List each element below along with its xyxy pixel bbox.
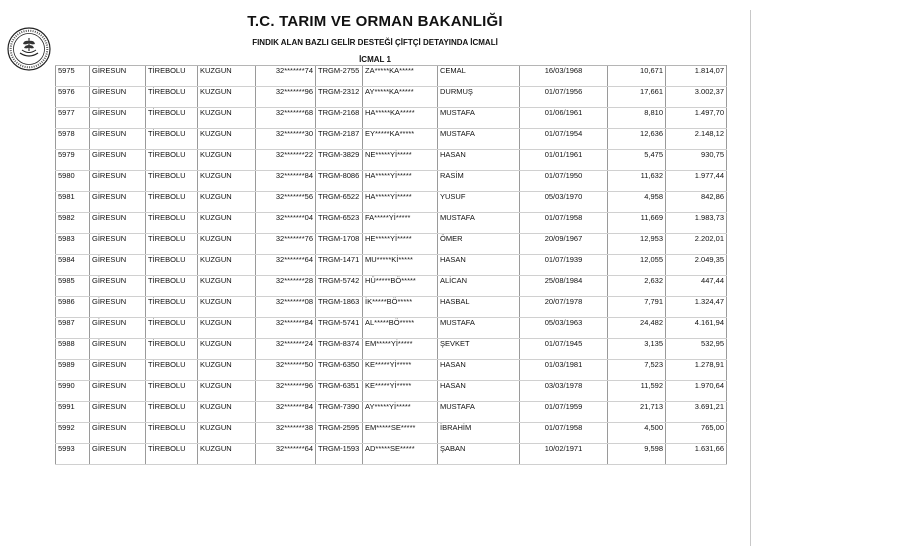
- table-row: [56, 171, 727, 192]
- area-cell: 3,135: [608, 339, 666, 360]
- id-number-cell: 32*******74: [256, 66, 316, 87]
- birth-date-cell: 01/07/1939: [520, 255, 608, 276]
- name-cell: NE*****Yİ*****: [363, 150, 438, 171]
- district-cell: TİREBOLU: [146, 150, 198, 171]
- name-cell: HE*****Yİ*****: [363, 234, 438, 255]
- page-title: T.C. TARIM VE ORMAN BAKANLIĞI: [247, 13, 503, 30]
- registry-code-cell: TRGM-5742: [316, 276, 363, 297]
- area-cell: 11,632: [608, 171, 666, 192]
- row-number-cell: 5985: [56, 276, 90, 297]
- area-cell: 9,598: [608, 444, 666, 465]
- area-cell: 4,500: [608, 423, 666, 444]
- name-cell: HÜ*****BÖ*****: [363, 276, 438, 297]
- id-number-cell: 32*******24: [256, 339, 316, 360]
- id-number-cell: 32*******96: [256, 381, 316, 402]
- registry-code-cell: TRGM-2312: [316, 87, 363, 108]
- village-cell: KUZGUN: [198, 276, 256, 297]
- village-cell: KUZGUN: [198, 423, 256, 444]
- village-cell: KUZGUN: [198, 444, 256, 465]
- amount-cell: 765,00: [666, 423, 727, 444]
- row-number-cell: 5977: [56, 108, 90, 129]
- row-number-cell: 5988: [56, 339, 90, 360]
- area-cell: 12,636: [608, 129, 666, 150]
- row-number-cell: 5990: [56, 381, 90, 402]
- table-row: [56, 360, 727, 381]
- district-cell: TİREBOLU: [146, 192, 198, 213]
- registry-code-cell: TRGM-2168: [316, 108, 363, 129]
- name-cell: FA*****Yİ*****: [363, 213, 438, 234]
- name-cell: HA*****Yİ*****: [363, 192, 438, 213]
- id-number-cell: 32*******84: [256, 171, 316, 192]
- birth-date-cell: 01/07/1958: [520, 213, 608, 234]
- amount-cell: 1.324,47: [666, 297, 727, 318]
- province-cell: GİRESUN: [90, 318, 146, 339]
- row-number-cell: 5986: [56, 297, 90, 318]
- id-number-cell: 32*******68: [256, 108, 316, 129]
- birth-date-cell: 01/01/1961: [520, 150, 608, 171]
- father-name-cell: HASAN: [438, 360, 520, 381]
- province-cell: GİRESUN: [90, 171, 146, 192]
- name-cell: KE*****Yİ*****: [363, 360, 438, 381]
- father-name-cell: ALİCAN: [438, 276, 520, 297]
- father-name-cell: İBRAHİM: [438, 423, 520, 444]
- birth-date-cell: 01/07/1959: [520, 402, 608, 423]
- registry-code-cell: TRGM-1708: [316, 234, 363, 255]
- registry-code-cell: TRGM-8374: [316, 339, 363, 360]
- id-number-cell: 32*******38: [256, 423, 316, 444]
- province-cell: GİRESUN: [90, 255, 146, 276]
- amount-cell: 1.970,64: [666, 381, 727, 402]
- amount-cell: 1.278,91: [666, 360, 727, 381]
- village-cell: KUZGUN: [198, 234, 256, 255]
- row-number-cell: 5981: [56, 192, 90, 213]
- village-cell: KUZGUN: [198, 360, 256, 381]
- father-name-cell: YUSUF: [438, 192, 520, 213]
- father-name-cell: MUSTAFA: [438, 318, 520, 339]
- province-cell: GİRESUN: [90, 192, 146, 213]
- district-cell: TİREBOLU: [146, 423, 198, 444]
- table-row: [56, 87, 727, 108]
- amount-cell: 930,75: [666, 150, 727, 171]
- area-cell: 11,669: [608, 213, 666, 234]
- name-cell: İK*****BÖ*****: [363, 297, 438, 318]
- birth-date-cell: 01/06/1961: [520, 108, 608, 129]
- district-cell: TİREBOLU: [146, 444, 198, 465]
- row-number-cell: 5978: [56, 129, 90, 150]
- registry-code-cell: TRGM-6523: [316, 213, 363, 234]
- birth-date-cell: 10/02/1971: [520, 444, 608, 465]
- id-number-cell: 32*******64: [256, 255, 316, 276]
- birth-date-cell: 03/03/1978: [520, 381, 608, 402]
- id-number-cell: 32*******84: [256, 402, 316, 423]
- registry-code-cell: TRGM-5741: [316, 318, 363, 339]
- village-cell: KUZGUN: [198, 381, 256, 402]
- birth-date-cell: 01/07/1958: [520, 423, 608, 444]
- registry-code-cell: TRGM-2755: [316, 66, 363, 87]
- area-cell: 7,791: [608, 297, 666, 318]
- father-name-cell: MUSTAFA: [438, 108, 520, 129]
- province-cell: GİRESUN: [90, 150, 146, 171]
- district-cell: TİREBOLU: [146, 171, 198, 192]
- table-row: [56, 297, 727, 318]
- table-row: [56, 255, 727, 276]
- area-cell: 7,523: [608, 360, 666, 381]
- table-row: [56, 444, 727, 465]
- village-cell: KUZGUN: [198, 339, 256, 360]
- table-row: [56, 381, 727, 402]
- name-cell: KE*****Yİ*****: [363, 381, 438, 402]
- province-cell: GİRESUN: [90, 108, 146, 129]
- row-number-cell: 5991: [56, 402, 90, 423]
- father-name-cell: ŞEVKET: [438, 339, 520, 360]
- father-name-cell: HASAN: [438, 381, 520, 402]
- amount-cell: 1.814,07: [666, 66, 727, 87]
- province-cell: GİRESUN: [90, 381, 146, 402]
- row-number-cell: 5979: [56, 150, 90, 171]
- province-cell: GİRESUN: [90, 423, 146, 444]
- registry-code-cell: TRGM-1471: [316, 255, 363, 276]
- birth-date-cell: 20/07/1978: [520, 297, 608, 318]
- amount-cell: 2.148,12: [666, 129, 727, 150]
- row-number-cell: 5980: [56, 171, 90, 192]
- table-row: [56, 213, 727, 234]
- name-cell: MU*****Kİ*****: [363, 255, 438, 276]
- village-cell: KUZGUN: [198, 171, 256, 192]
- father-name-cell: HASAN: [438, 150, 520, 171]
- village-cell: KUZGUN: [198, 297, 256, 318]
- row-number-cell: 5993: [56, 444, 90, 465]
- ministry-seal-icon: [6, 26, 52, 72]
- name-cell: ZA*****KA*****: [363, 66, 438, 87]
- row-number-cell: 5976: [56, 87, 90, 108]
- name-cell: AL*****BÖ*****: [363, 318, 438, 339]
- district-cell: TİREBOLU: [146, 108, 198, 129]
- amount-cell: 842,86: [666, 192, 727, 213]
- area-cell: 17,661: [608, 87, 666, 108]
- birth-date-cell: 01/07/1945: [520, 339, 608, 360]
- village-cell: KUZGUN: [198, 192, 256, 213]
- registry-code-cell: TRGM-2595: [316, 423, 363, 444]
- area-cell: 4,958: [608, 192, 666, 213]
- amount-cell: 1.497,70: [666, 108, 727, 129]
- row-number-cell: 5992: [56, 423, 90, 444]
- province-cell: GİRESUN: [90, 213, 146, 234]
- row-number-cell: 5983: [56, 234, 90, 255]
- area-cell: 12,953: [608, 234, 666, 255]
- province-cell: GİRESUN: [90, 360, 146, 381]
- village-cell: KUZGUN: [198, 318, 256, 339]
- amount-cell: 1.977,44: [666, 171, 727, 192]
- district-cell: TİREBOLU: [146, 276, 198, 297]
- name-cell: HA*****Yİ*****: [363, 171, 438, 192]
- id-number-cell: 32*******76: [256, 234, 316, 255]
- page-edge: [750, 10, 751, 546]
- village-cell: KUZGUN: [198, 255, 256, 276]
- table-row: [56, 234, 727, 255]
- table-row: [56, 402, 727, 423]
- table-row: [56, 66, 727, 87]
- registry-code-cell: TRGM-7390: [316, 402, 363, 423]
- father-name-cell: ÖMER: [438, 234, 520, 255]
- province-cell: GİRESUN: [90, 234, 146, 255]
- table-row: [56, 150, 727, 171]
- row-number-cell: 5975: [56, 66, 90, 87]
- district-cell: TİREBOLU: [146, 339, 198, 360]
- row-number-cell: 5989: [56, 360, 90, 381]
- id-number-cell: 32*******28: [256, 276, 316, 297]
- area-cell: 10,671: [608, 66, 666, 87]
- id-number-cell: 32*******64: [256, 444, 316, 465]
- summary-table: [55, 65, 727, 465]
- district-cell: TİREBOLU: [146, 360, 198, 381]
- amount-cell: 2.049,35: [666, 255, 727, 276]
- district-cell: TİREBOLU: [146, 318, 198, 339]
- village-cell: KUZGUN: [198, 87, 256, 108]
- birth-date-cell: 20/09/1967: [520, 234, 608, 255]
- amount-cell: 532,95: [666, 339, 727, 360]
- name-cell: HA*****KA*****: [363, 108, 438, 129]
- registry-code-cell: TRGM-6351: [316, 381, 363, 402]
- amount-cell: 3.002,37: [666, 87, 727, 108]
- amount-cell: 1.631,66: [666, 444, 727, 465]
- section-label: İCMAL 1: [359, 55, 391, 64]
- father-name-cell: MUSTAFA: [438, 402, 520, 423]
- father-name-cell: HASBAL: [438, 297, 520, 318]
- village-cell: KUZGUN: [198, 402, 256, 423]
- row-number-cell: 5987: [56, 318, 90, 339]
- id-number-cell: 32*******50: [256, 360, 316, 381]
- name-cell: AY*****KA*****: [363, 87, 438, 108]
- father-name-cell: MUSTAFA: [438, 129, 520, 150]
- district-cell: TİREBOLU: [146, 234, 198, 255]
- id-number-cell: 32*******84: [256, 318, 316, 339]
- birth-date-cell: 05/03/1963: [520, 318, 608, 339]
- father-name-cell: CEMAL: [438, 66, 520, 87]
- district-cell: TİREBOLU: [146, 255, 198, 276]
- amount-cell: 447,44: [666, 276, 727, 297]
- registry-code-cell: TRGM-8086: [316, 171, 363, 192]
- area-cell: 12,055: [608, 255, 666, 276]
- father-name-cell: MUSTAFA: [438, 213, 520, 234]
- district-cell: TİREBOLU: [146, 297, 198, 318]
- registry-code-cell: TRGM-6350: [316, 360, 363, 381]
- name-cell: AD*****SE*****: [363, 444, 438, 465]
- registry-code-cell: TRGM-2187: [316, 129, 363, 150]
- amount-cell: 2.202,01: [666, 234, 727, 255]
- birth-date-cell: 16/03/1968: [520, 66, 608, 87]
- row-number-cell: 5982: [56, 213, 90, 234]
- father-name-cell: HASAN: [438, 255, 520, 276]
- birth-date-cell: 01/03/1981: [520, 360, 608, 381]
- village-cell: KUZGUN: [198, 108, 256, 129]
- amount-cell: 1.983,73: [666, 213, 727, 234]
- row-number-cell: 5984: [56, 255, 90, 276]
- father-name-cell: ŞABAN: [438, 444, 520, 465]
- table-row: [56, 318, 727, 339]
- father-name-cell: DURMUŞ: [438, 87, 520, 108]
- table-row: [56, 339, 727, 360]
- table-row: [56, 108, 727, 129]
- id-number-cell: 32*******22: [256, 150, 316, 171]
- province-cell: GİRESUN: [90, 276, 146, 297]
- id-number-cell: 32*******56: [256, 192, 316, 213]
- area-cell: 2,632: [608, 276, 666, 297]
- table-row: [56, 129, 727, 150]
- table-row: [56, 423, 727, 444]
- village-cell: KUZGUN: [198, 66, 256, 87]
- province-cell: GİRESUN: [90, 444, 146, 465]
- name-cell: EM*****SE*****: [363, 423, 438, 444]
- birth-date-cell: 01/07/1954: [520, 129, 608, 150]
- birth-date-cell: 05/03/1970: [520, 192, 608, 213]
- page-subtitle: FINDIK ALAN BAZLI GELİR DESTEĞİ ÇİFTÇİ DETAYINDA İCMALİ: [252, 38, 498, 47]
- area-cell: 24,482: [608, 318, 666, 339]
- birth-date-cell: 25/08/1984: [520, 276, 608, 297]
- province-cell: GİRESUN: [90, 129, 146, 150]
- village-cell: KUZGUN: [198, 129, 256, 150]
- province-cell: GİRESUN: [90, 402, 146, 423]
- area-cell: 11,592: [608, 381, 666, 402]
- registry-code-cell: TRGM-1863: [316, 297, 363, 318]
- registry-code-cell: TRGM-6522: [316, 192, 363, 213]
- area-cell: 5,475: [608, 150, 666, 171]
- birth-date-cell: 01/07/1956: [520, 87, 608, 108]
- province-cell: GİRESUN: [90, 66, 146, 87]
- table-row: [56, 192, 727, 213]
- registry-code-cell: TRGM-1593: [316, 444, 363, 465]
- table-row: [56, 276, 727, 297]
- province-cell: GİRESUN: [90, 339, 146, 360]
- district-cell: TİREBOLU: [146, 66, 198, 87]
- district-cell: TİREBOLU: [146, 381, 198, 402]
- birth-date-cell: 01/07/1950: [520, 171, 608, 192]
- registry-code-cell: TRGM-3829: [316, 150, 363, 171]
- amount-cell: 4.161,94: [666, 318, 727, 339]
- id-number-cell: 32*******96: [256, 87, 316, 108]
- id-number-cell: 32*******04: [256, 213, 316, 234]
- province-cell: GİRESUN: [90, 87, 146, 108]
- name-cell: AY*****Yİ*****: [363, 402, 438, 423]
- area-cell: 8,810: [608, 108, 666, 129]
- village-cell: KUZGUN: [198, 213, 256, 234]
- area-cell: 21,713: [608, 402, 666, 423]
- amount-cell: 3.691,21: [666, 402, 727, 423]
- province-cell: GİRESUN: [90, 297, 146, 318]
- district-cell: TİREBOLU: [146, 402, 198, 423]
- village-cell: KUZGUN: [198, 150, 256, 171]
- name-cell: EM*****Yİ*****: [363, 339, 438, 360]
- id-number-cell: 32*******08: [256, 297, 316, 318]
- id-number-cell: 32*******30: [256, 129, 316, 150]
- name-cell: EY*****KA*****: [363, 129, 438, 150]
- district-cell: TİREBOLU: [146, 129, 198, 150]
- district-cell: TİREBOLU: [146, 87, 198, 108]
- district-cell: TİREBOLU: [146, 213, 198, 234]
- father-name-cell: RASİM: [438, 171, 520, 192]
